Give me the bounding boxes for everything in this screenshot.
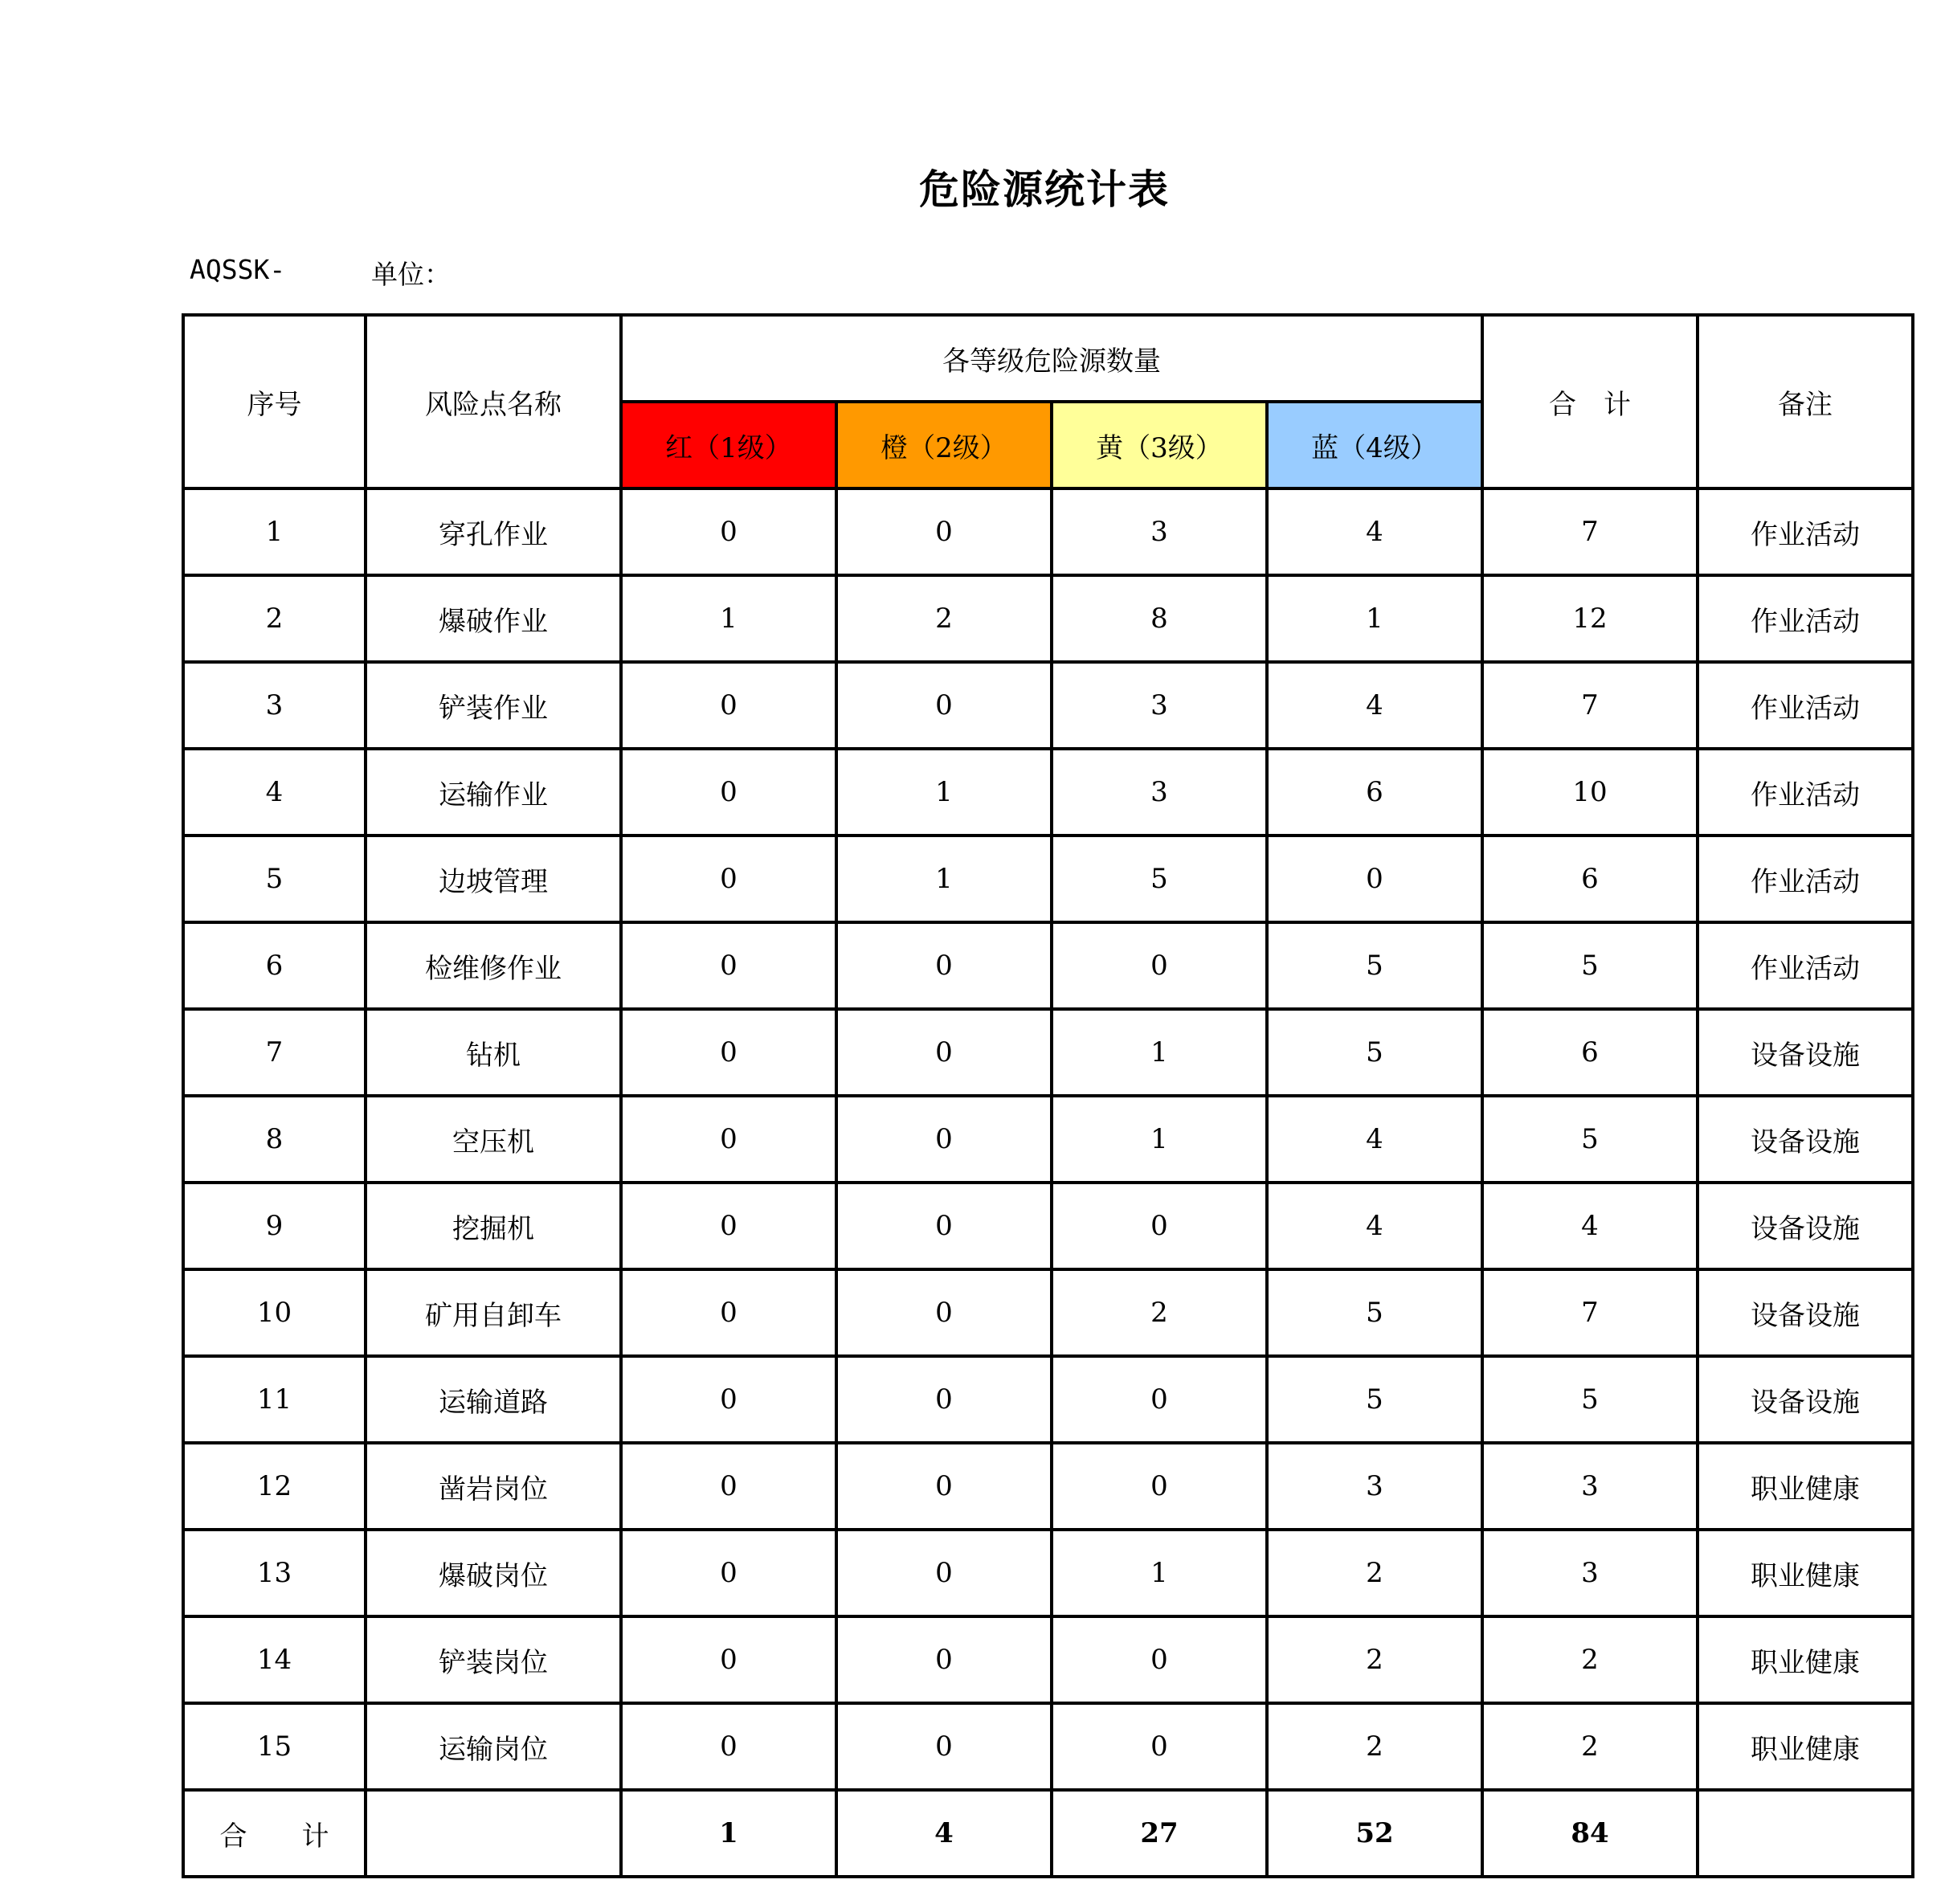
table-row [183, 488, 1913, 575]
row-yellow-count: 3 [1052, 488, 1267, 575]
row-seq-cell: 1 [183, 488, 366, 575]
row-seq-cell: 14 [183, 1616, 366, 1703]
row-seq-cell: 15 [183, 1703, 366, 1790]
table-row [183, 836, 1913, 922]
row-yellow-count: 0 [1052, 1703, 1267, 1790]
row-name-cell: 运输道路 [366, 1356, 621, 1443]
table-row [183, 1703, 1913, 1790]
row-orange-count: 1 [836, 836, 1052, 922]
row-seq-cell: 2 [183, 575, 366, 662]
row-red-count: 0 [621, 1356, 836, 1443]
table-row [183, 749, 1913, 836]
summary-yellow-count: 27 [1052, 1790, 1267, 1877]
row-blue-count: 3 [1267, 1443, 1482, 1530]
row-orange-count: 0 [836, 1009, 1052, 1096]
row-seq-cell: 11 [183, 1356, 366, 1443]
summary-orange-count: 4 [836, 1790, 1052, 1877]
row-red-count: 0 [621, 1703, 836, 1790]
row-yellow-count: 2 [1052, 1269, 1267, 1356]
row-seq-cell: 6 [183, 922, 366, 1009]
table-row [183, 1616, 1913, 1703]
row-red-count: 0 [621, 1096, 836, 1183]
row-name-cell: 凿岩岗位 [366, 1443, 621, 1530]
table-row [183, 1530, 1913, 1616]
table-row [183, 662, 1913, 749]
row-name-cell: 穿孔作业 [366, 488, 621, 575]
row-remark-cell: 设备设施 [1698, 1269, 1913, 1356]
row-blue-count: 1 [1267, 575, 1482, 662]
row-blue-count: 0 [1267, 836, 1482, 922]
row-name-cell: 挖掘机 [366, 1183, 621, 1269]
row-remark-cell: 设备设施 [1698, 1183, 1913, 1269]
row-blue-count: 2 [1267, 1530, 1482, 1616]
row-name-cell: 运输作业 [366, 749, 621, 836]
row-orange-count: 0 [836, 1616, 1052, 1703]
row-remark-cell: 设备设施 [1698, 1096, 1913, 1183]
row-red-count: 0 [621, 836, 836, 922]
row-name-cell: 爆破作业 [366, 575, 621, 662]
row-total-cell: 5 [1482, 922, 1698, 1009]
row-blue-count: 4 [1267, 662, 1482, 749]
row-yellow-count: 1 [1052, 1096, 1267, 1183]
row-remark-cell: 职业健康 [1698, 1616, 1913, 1703]
row-blue-count: 6 [1267, 749, 1482, 836]
row-orange-count: 0 [836, 1269, 1052, 1356]
row-name-cell: 运输岗位 [366, 1703, 621, 1790]
row-blue-count: 5 [1267, 1009, 1482, 1096]
row-blue-count: 2 [1267, 1703, 1482, 1790]
row-name-cell: 边坡管理 [366, 836, 621, 922]
row-total-cell: 3 [1482, 1530, 1698, 1616]
row-yellow-count: 0 [1052, 1443, 1267, 1530]
row-red-count: 0 [621, 1183, 836, 1269]
row-remark-cell: 设备设施 [1698, 1356, 1913, 1443]
row-yellow-count: 1 [1052, 1530, 1267, 1616]
row-remark-cell: 作业活动 [1698, 836, 1913, 922]
header-remark: 备注 [1698, 315, 1913, 488]
row-yellow-count: 1 [1052, 1009, 1267, 1096]
row-total-cell: 4 [1482, 1183, 1698, 1269]
row-name-cell: 铲装作业 [366, 662, 621, 749]
row-total-cell: 7 [1482, 488, 1698, 575]
row-remark-cell: 职业健康 [1698, 1443, 1913, 1530]
row-remark-cell: 设备设施 [1698, 1009, 1913, 1096]
row-orange-count: 0 [836, 1356, 1052, 1443]
row-total-cell: 5 [1482, 1356, 1698, 1443]
table-row [183, 1096, 1913, 1183]
row-orange-count: 0 [836, 922, 1052, 1009]
row-remark-cell: 作业活动 [1698, 662, 1913, 749]
table-row [183, 1356, 1913, 1443]
row-blue-count: 2 [1267, 1616, 1482, 1703]
row-red-count: 0 [621, 1009, 836, 1096]
summary-total: 84 [1482, 1790, 1698, 1877]
row-total-cell: 6 [1482, 836, 1698, 922]
page-title: 危险源统计表 [919, 166, 1170, 213]
row-orange-count: 0 [836, 1530, 1052, 1616]
summary-name-cell [366, 1790, 621, 1877]
row-remark-cell: 作业活动 [1698, 749, 1913, 836]
document-code: AQSSK- [190, 254, 286, 285]
header-level-yellow: 黄（3级） [1052, 402, 1267, 488]
row-orange-count: 2 [836, 575, 1052, 662]
row-total-cell: 7 [1482, 1269, 1698, 1356]
table-row [183, 1183, 1913, 1269]
row-total-cell: 3 [1482, 1443, 1698, 1530]
row-name-cell: 检维修作业 [366, 922, 621, 1009]
row-remark-cell: 作业活动 [1698, 922, 1913, 1009]
table-row [183, 1269, 1913, 1356]
row-blue-count: 4 [1267, 488, 1482, 575]
row-seq-cell: 7 [183, 1009, 366, 1096]
row-name-cell: 铲装岗位 [366, 1616, 621, 1703]
summary-remark-cell [1698, 1790, 1913, 1877]
row-blue-count: 4 [1267, 1183, 1482, 1269]
row-red-count: 0 [621, 1443, 836, 1530]
row-orange-count: 0 [836, 1183, 1052, 1269]
header-level-group: 各等级危险源数量 [621, 315, 1482, 402]
header-level-red: 红（1级） [621, 402, 836, 488]
table-row [183, 1009, 1913, 1096]
row-yellow-count: 0 [1052, 1616, 1267, 1703]
row-seq-cell: 8 [183, 1096, 366, 1183]
row-orange-count: 0 [836, 1443, 1052, 1530]
row-total-cell: 12 [1482, 575, 1698, 662]
row-blue-count: 5 [1267, 1269, 1482, 1356]
row-seq-cell: 5 [183, 836, 366, 922]
row-blue-count: 5 [1267, 922, 1482, 1009]
row-seq-cell: 9 [183, 1183, 366, 1269]
row-seq-cell: 4 [183, 749, 366, 836]
row-orange-count: 1 [836, 749, 1052, 836]
row-orange-count: 0 [836, 488, 1052, 575]
row-blue-count: 5 [1267, 1356, 1482, 1443]
row-total-cell: 6 [1482, 1009, 1698, 1096]
row-remark-cell: 作业活动 [1698, 575, 1913, 662]
header-seq: 序号 [183, 315, 366, 488]
unit-label: 单位： [371, 259, 451, 290]
row-yellow-count: 5 [1052, 836, 1267, 922]
row-remark-cell: 作业活动 [1698, 488, 1913, 575]
row-red-count: 0 [621, 1269, 836, 1356]
header-level-blue: 蓝（4级） [1267, 402, 1482, 488]
header-level-orange: 橙（2级） [836, 402, 1052, 488]
row-name-cell: 空压机 [366, 1096, 621, 1183]
row-total-cell: 7 [1482, 662, 1698, 749]
row-yellow-count: 8 [1052, 575, 1267, 662]
row-red-count: 0 [621, 662, 836, 749]
row-yellow-count: 3 [1052, 662, 1267, 749]
row-name-cell: 爆破岗位 [366, 1530, 621, 1616]
row-seq-cell: 13 [183, 1530, 366, 1616]
row-red-count: 0 [621, 749, 836, 836]
row-remark-cell: 职业健康 [1698, 1530, 1913, 1616]
row-remark-cell: 职业健康 [1698, 1703, 1913, 1790]
row-total-cell: 5 [1482, 1096, 1698, 1183]
row-seq-cell: 3 [183, 662, 366, 749]
table-row [183, 922, 1913, 1009]
row-yellow-count: 0 [1052, 1183, 1267, 1269]
hazard-statistics-table [182, 313, 1914, 1878]
header-total: 合 计 [1482, 315, 1698, 488]
row-name-cell: 钻机 [366, 1009, 621, 1096]
summary-blue-count: 52 [1267, 1790, 1482, 1877]
summary-red-count: 1 [621, 1790, 836, 1877]
row-red-count: 0 [621, 1530, 836, 1616]
row-total-cell: 2 [1482, 1703, 1698, 1790]
summary-label: 合 计 [183, 1790, 366, 1877]
row-orange-count: 0 [836, 1703, 1052, 1790]
row-yellow-count: 3 [1052, 749, 1267, 836]
row-red-count: 1 [621, 575, 836, 662]
summary-row [183, 1790, 1913, 1877]
row-total-cell: 10 [1482, 749, 1698, 836]
row-red-count: 0 [621, 922, 836, 1009]
row-yellow-count: 0 [1052, 1356, 1267, 1443]
row-red-count: 0 [621, 1616, 836, 1703]
table-row [183, 1443, 1913, 1530]
row-seq-cell: 12 [183, 1443, 366, 1530]
row-yellow-count: 0 [1052, 922, 1267, 1009]
row-name-cell: 矿用自卸车 [366, 1269, 621, 1356]
row-seq-cell: 10 [183, 1269, 366, 1356]
table-row [183, 575, 1913, 662]
row-orange-count: 0 [836, 662, 1052, 749]
row-blue-count: 4 [1267, 1096, 1482, 1183]
row-orange-count: 0 [836, 1096, 1052, 1183]
row-red-count: 0 [621, 488, 836, 575]
row-total-cell: 2 [1482, 1616, 1698, 1703]
header-name: 风险点名称 [366, 315, 621, 488]
